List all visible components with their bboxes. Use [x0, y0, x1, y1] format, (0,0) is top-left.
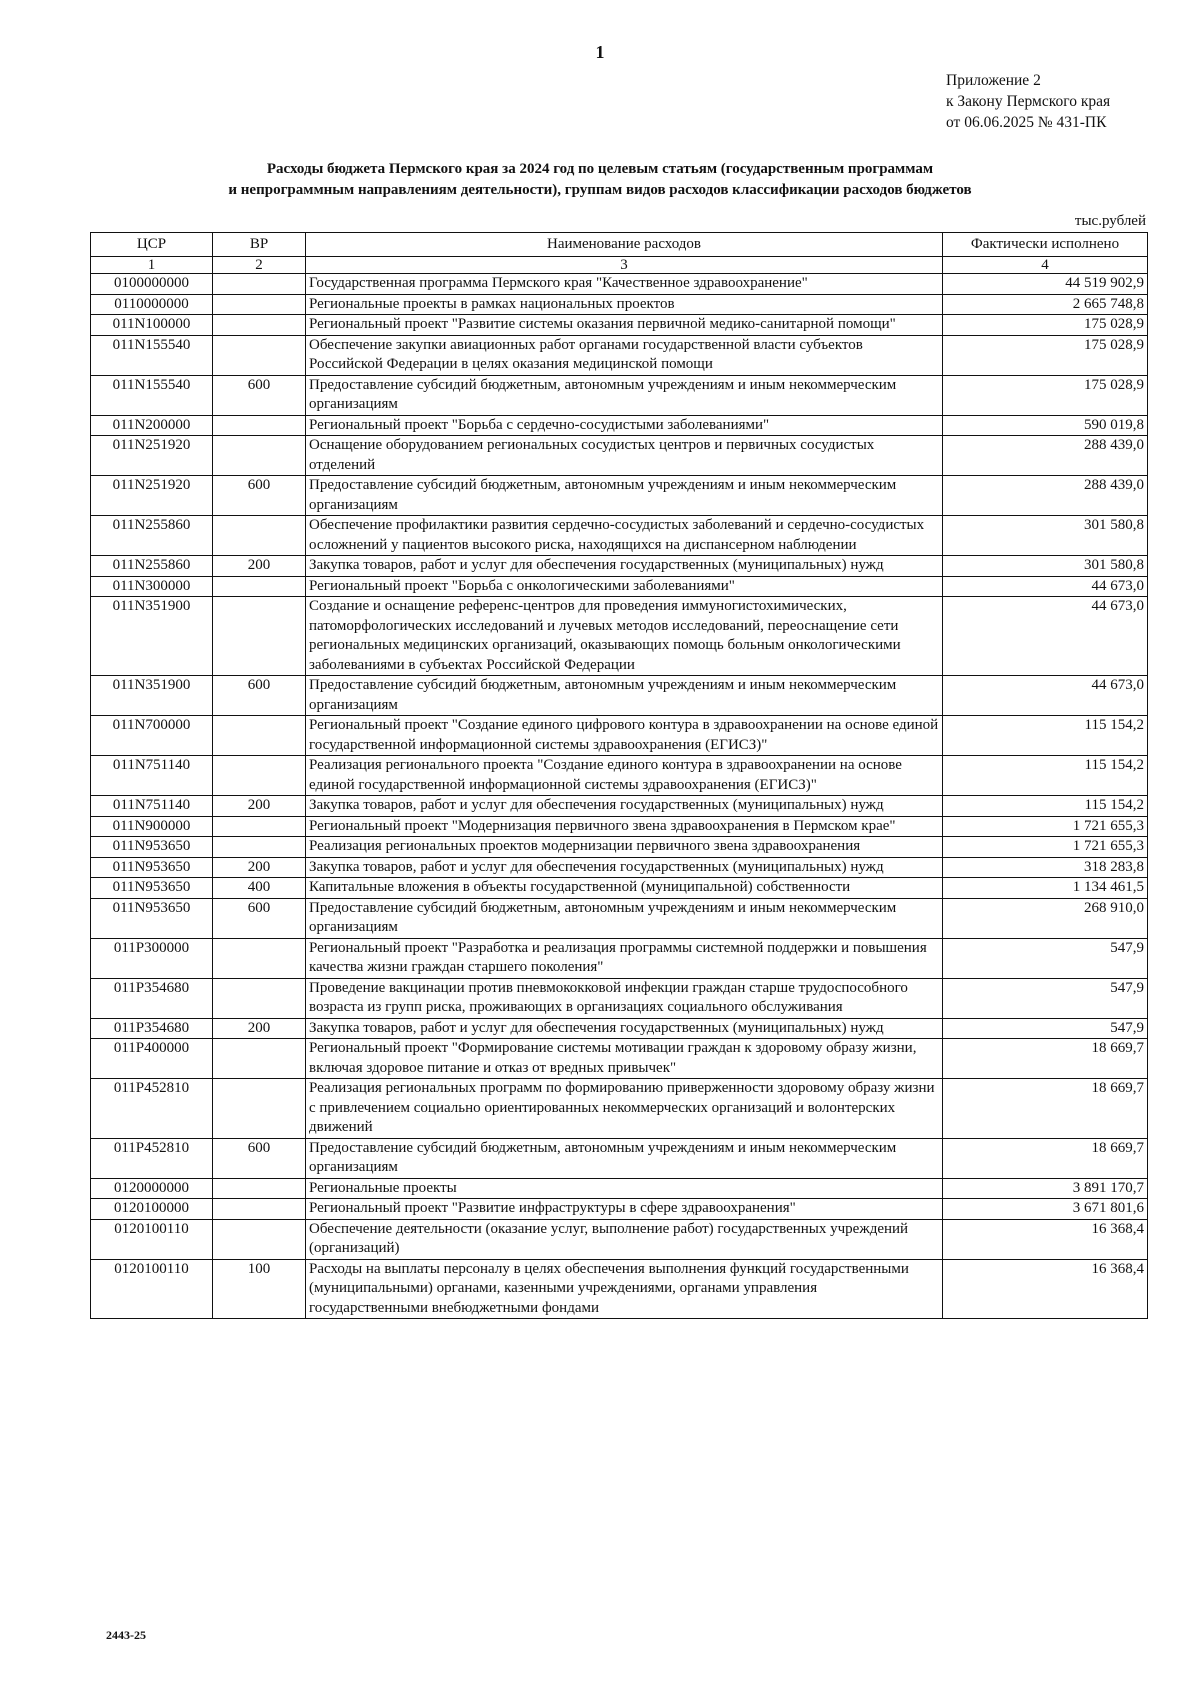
header-csr: ЦСР — [91, 233, 213, 257]
appendix-line-2: к Закону Пермского края — [946, 93, 1111, 110]
row-amount: 318 283,8 — [943, 857, 1148, 878]
row-amount: 175 028,9 — [943, 335, 1148, 375]
table-row — [91, 1039, 1148, 1079]
row-expense-name: Закупка товаров, работ и услуг для обеспечения государственных (муниципальных) нужд — [306, 857, 943, 878]
row-csr-code: 0120100110 — [91, 1259, 213, 1319]
row-expense-name: Предоставление субсидий бюджетным, автономным учреждениям и иным некоммерческим организациям — [306, 375, 943, 415]
units-label: тыс.рублей — [1074, 213, 1146, 229]
row-amount: 115 154,2 — [943, 796, 1148, 817]
row-expense-name: Закупка товаров, работ и услуг для обеспечения государственных (муниципальных) нужд — [306, 556, 943, 577]
row-vr-code: 200 — [213, 796, 306, 817]
table-row — [91, 436, 1148, 476]
row-amount: 1 721 655,3 — [943, 837, 1148, 858]
table-row — [91, 1219, 1148, 1259]
row-csr-code: 011N953650 — [91, 857, 213, 878]
row-amount: 44 519 902,9 — [943, 274, 1148, 295]
footer-document-code: 2443-25 — [106, 1628, 146, 1642]
row-vr-code: 200 — [213, 556, 306, 577]
row-vr-code — [213, 576, 306, 597]
row-expense-name: Предоставление субсидий бюджетным, автономным учреждениям и иным некоммерческим организациям — [306, 898, 943, 938]
row-vr-code — [213, 1079, 306, 1139]
row-csr-code: 011P354680 — [91, 978, 213, 1018]
row-expense-name: Реализация регионального проекта "Создание единого контура в здравоохранении на основе единой государственной информационной системы здравоохранения (ЕГИСЗ)" — [306, 756, 943, 796]
row-vr-code — [213, 274, 306, 295]
row-csr-code: 011N100000 — [91, 315, 213, 336]
table-row — [91, 857, 1148, 878]
header-amount: Фактически исполнено — [943, 233, 1148, 257]
row-csr-code: 0120000000 — [91, 1178, 213, 1199]
table-row — [91, 315, 1148, 336]
row-amount: 547,9 — [943, 978, 1148, 1018]
row-amount: 175 028,9 — [943, 315, 1148, 336]
row-csr-code: 011P300000 — [91, 938, 213, 978]
row-csr-code: 011P452810 — [91, 1138, 213, 1178]
row-expense-name: Региональный проект "Модернизация первичного звена здравоохранения в Пермском крае" — [306, 816, 943, 837]
table-row — [91, 796, 1148, 817]
row-vr-code: 400 — [213, 878, 306, 899]
row-vr-code — [213, 335, 306, 375]
table-row — [91, 294, 1148, 315]
row-expense-name: Региональный проект "Создание единого цифрового контура в здравоохранении на основе единой государственной информационной системы здравоохранения (ЕГИСЗ)" — [306, 716, 943, 756]
row-vr-code — [213, 436, 306, 476]
row-vr-code — [213, 716, 306, 756]
row-csr-code: 011N351900 — [91, 676, 213, 716]
row-expense-name: Региональные проекты — [306, 1178, 943, 1199]
row-csr-code: 0110000000 — [91, 294, 213, 315]
row-amount: 44 673,0 — [943, 576, 1148, 597]
row-csr-code: 011N700000 — [91, 716, 213, 756]
expenditure-table — [90, 232, 1148, 1319]
table-row — [91, 676, 1148, 716]
row-expense-name: Региональный проект "Развитие инфраструктуры в сфере здравоохранения" — [306, 1199, 943, 1220]
document-title — [60, 159, 1140, 201]
row-amount: 547,9 — [943, 938, 1148, 978]
row-vr-code — [213, 837, 306, 858]
header-vr: ВР — [213, 233, 306, 257]
table-row — [91, 1178, 1148, 1199]
row-vr-code — [213, 756, 306, 796]
page-number: 1 — [595, 42, 605, 62]
row-amount: 288 439,0 — [943, 476, 1148, 516]
table-row — [91, 898, 1148, 938]
row-amount: 590 019,8 — [943, 415, 1148, 436]
row-amount: 2 665 748,8 — [943, 294, 1148, 315]
row-expense-name: Государственная программа Пермского края "Качественное здравоохранение" — [306, 274, 943, 295]
document-title-line-2: и непрограммным направлениям деятельности), группам видов расходов классификации расходов бюджетов — [228, 182, 972, 198]
header-name: Наименование расходов — [306, 233, 943, 257]
column-number: 2 — [213, 257, 306, 274]
row-amount: 1 721 655,3 — [943, 816, 1148, 837]
row-csr-code: 011N255860 — [91, 516, 213, 556]
table-row — [91, 938, 1148, 978]
row-expense-name: Обеспечение деятельности (оказание услуг, выполнение работ) государственных учреждений (организаций) — [306, 1219, 943, 1259]
row-expense-name: Проведение вакцинации против пневмококковой инфекции граждан старше трудоспособного возраста из групп риска, проживающих в организациях социального обслуживания — [306, 978, 943, 1018]
row-csr-code: 011N751140 — [91, 796, 213, 817]
row-amount: 16 368,4 — [943, 1219, 1148, 1259]
row-csr-code: 011N751140 — [91, 756, 213, 796]
table-row — [91, 556, 1148, 577]
row-vr-code: 600 — [213, 1138, 306, 1178]
row-csr-code: 011N155540 — [91, 375, 213, 415]
row-csr-code: 011N155540 — [91, 335, 213, 375]
table-row — [91, 415, 1148, 436]
row-vr-code — [213, 938, 306, 978]
table-row — [91, 878, 1148, 899]
row-amount: 175 028,9 — [943, 375, 1148, 415]
row-expense-name: Закупка товаров, работ и услуг для обеспечения государственных (муниципальных) нужд — [306, 1018, 943, 1039]
table-body — [91, 257, 1148, 1319]
row-expense-name: Предоставление субсидий бюджетным, автономным учреждениям и иным некоммерческим организациям — [306, 676, 943, 716]
row-amount: 44 673,0 — [943, 597, 1148, 676]
table-row — [91, 1079, 1148, 1139]
table-row — [91, 1018, 1148, 1039]
row-vr-code: 200 — [213, 857, 306, 878]
table-row — [91, 476, 1148, 516]
row-amount: 18 669,7 — [943, 1138, 1148, 1178]
row-expense-name: Предоставление субсидий бюджетным, автономным учреждениям и иным некоммерческим организациям — [306, 476, 943, 516]
row-vr-code: 600 — [213, 375, 306, 415]
row-amount: 44 673,0 — [943, 676, 1148, 716]
row-csr-code: 011N953650 — [91, 898, 213, 938]
row-amount: 3 891 170,7 — [943, 1178, 1148, 1199]
row-expense-name: Региональный проект "Борьба с онкологическими заболеваниями" — [306, 576, 943, 597]
row-vr-code — [213, 516, 306, 556]
row-csr-code: 0120100000 — [91, 1199, 213, 1220]
table-row — [91, 978, 1148, 1018]
row-expense-name: Создание и оснащение референс-центров для проведения иммуногистохимических, патоморфологических исследований и лучевых методов исследований, переоснащение сети региональных медицинских организаций, оказывающих помощь больным онкологическими заболеваниями в субъектах Российской Федерации — [306, 597, 943, 676]
row-amount: 301 580,8 — [943, 516, 1148, 556]
row-amount: 115 154,2 — [943, 716, 1148, 756]
table-row — [91, 597, 1148, 676]
column-number: 4 — [943, 257, 1148, 274]
table-row — [91, 576, 1148, 597]
document-title-line-1: Расходы бюджета Пермского края за 2024 год по целевым статьям (государственным программам — [266, 161, 934, 177]
appendix-line-1: Приложение 2 — [946, 72, 1041, 89]
row-vr-code — [213, 1178, 306, 1199]
row-amount: 547,9 — [943, 1018, 1148, 1039]
row-expense-name: Обеспечение профилактики развития сердечно-сосудистых заболеваний и сердечно-сосудистых осложнений у пациентов высокого риска, находящихся на диспансерном наблюдении — [306, 516, 943, 556]
row-expense-name: Реализация региональных программ по формированию приверженности здоровому образу жизни с привлечением социально ориентированных некоммерческих организаций и волонтерских движений — [306, 1079, 943, 1139]
appendix-note — [946, 70, 1110, 133]
row-vr-code — [213, 1199, 306, 1220]
table-row — [91, 816, 1148, 837]
appendix-line-3: от 06.06.2025 № 431-ПК — [946, 114, 1107, 131]
table-row — [91, 1259, 1148, 1319]
row-vr-code: 100 — [213, 1259, 306, 1319]
row-csr-code: 011P400000 — [91, 1039, 213, 1079]
row-csr-code: 011N255860 — [91, 556, 213, 577]
row-csr-code: 011P354680 — [91, 1018, 213, 1039]
row-csr-code: 011N200000 — [91, 415, 213, 436]
row-amount: 115 154,2 — [943, 756, 1148, 796]
table-row — [91, 837, 1148, 858]
row-csr-code: 011N351900 — [91, 597, 213, 676]
row-csr-code: 011N900000 — [91, 816, 213, 837]
table-row — [91, 335, 1148, 375]
row-expense-name: Региональные проекты в рамках национальных проектов — [306, 294, 943, 315]
table-row — [91, 716, 1148, 756]
table-row — [91, 1199, 1148, 1220]
row-expense-name: Обеспечение закупки авиационных работ органами государственной власти субъектов Российской Федерации в целях оказания медицинской помощи — [306, 335, 943, 375]
table-row — [91, 375, 1148, 415]
row-expense-name: Предоставление субсидий бюджетным, автономным учреждениям и иным некоммерческим организациям — [306, 1138, 943, 1178]
row-amount: 268 910,0 — [943, 898, 1148, 938]
row-vr-code — [213, 1219, 306, 1259]
row-vr-code: 600 — [213, 676, 306, 716]
row-vr-code — [213, 1039, 306, 1079]
column-number: 3 — [306, 257, 943, 274]
row-amount: 18 669,7 — [943, 1039, 1148, 1079]
row-vr-code — [213, 978, 306, 1018]
table-row — [91, 274, 1148, 295]
row-expense-name: Реализация региональных проектов модернизации первичного звена здравоохранения — [306, 837, 943, 858]
row-expense-name: Закупка товаров, работ и услуг для обеспечения государственных (муниципальных) нужд — [306, 796, 943, 817]
row-expense-name: Региональный проект "Борьба с сердечно-сосудистыми заболеваниями" — [306, 415, 943, 436]
row-amount: 18 669,7 — [943, 1079, 1148, 1139]
row-vr-code — [213, 294, 306, 315]
table-header-row — [91, 233, 1148, 257]
row-csr-code: 0100000000 — [91, 274, 213, 295]
row-csr-code: 011N251920 — [91, 436, 213, 476]
column-number-row — [91, 257, 1148, 274]
table-row — [91, 756, 1148, 796]
row-csr-code: 011P452810 — [91, 1079, 213, 1139]
row-amount: 3 671 801,6 — [943, 1199, 1148, 1220]
row-amount: 301 580,8 — [943, 556, 1148, 577]
row-expense-name: Региональный проект "Формирование системы мотивации граждан к здоровому образу жизни, включая здоровое питание и отказ от вредных привычек" — [306, 1039, 943, 1079]
row-vr-code: 600 — [213, 476, 306, 516]
row-vr-code — [213, 597, 306, 676]
table-row — [91, 1138, 1148, 1178]
table-row — [91, 516, 1148, 556]
row-vr-code: 200 — [213, 1018, 306, 1039]
row-csr-code: 011N251920 — [91, 476, 213, 516]
row-expense-name: Расходы на выплаты персоналу в целях обеспечения выполнения функций государственными (муниципальными) органами, казенными учреждениями, органами управления государственными внебюджетными фондами — [306, 1259, 943, 1319]
row-vr-code: 600 — [213, 898, 306, 938]
row-vr-code — [213, 315, 306, 336]
row-expense-name: Оснащение оборудованием региональных сосудистых центров и первичных сосудистых отделений — [306, 436, 943, 476]
row-expense-name: Региональный проект "Развитие системы оказания первичной медико-санитарной помощи" — [306, 315, 943, 336]
row-amount: 1 134 461,5 — [943, 878, 1148, 899]
row-csr-code: 011N953650 — [91, 837, 213, 858]
row-amount: 288 439,0 — [943, 436, 1148, 476]
row-vr-code — [213, 816, 306, 837]
column-number: 1 — [91, 257, 213, 274]
row-csr-code: 011N953650 — [91, 878, 213, 899]
row-expense-name: Региональный проект "Разработка и реализация программы системной поддержки и повышения качества жизни граждан старшего поколения" — [306, 938, 943, 978]
row-csr-code: 011N300000 — [91, 576, 213, 597]
row-expense-name: Капитальные вложения в объекты государственной (муниципальной) собственности — [306, 878, 943, 899]
row-amount: 16 368,4 — [943, 1259, 1148, 1319]
row-vr-code — [213, 415, 306, 436]
row-csr-code: 0120100110 — [91, 1219, 213, 1259]
